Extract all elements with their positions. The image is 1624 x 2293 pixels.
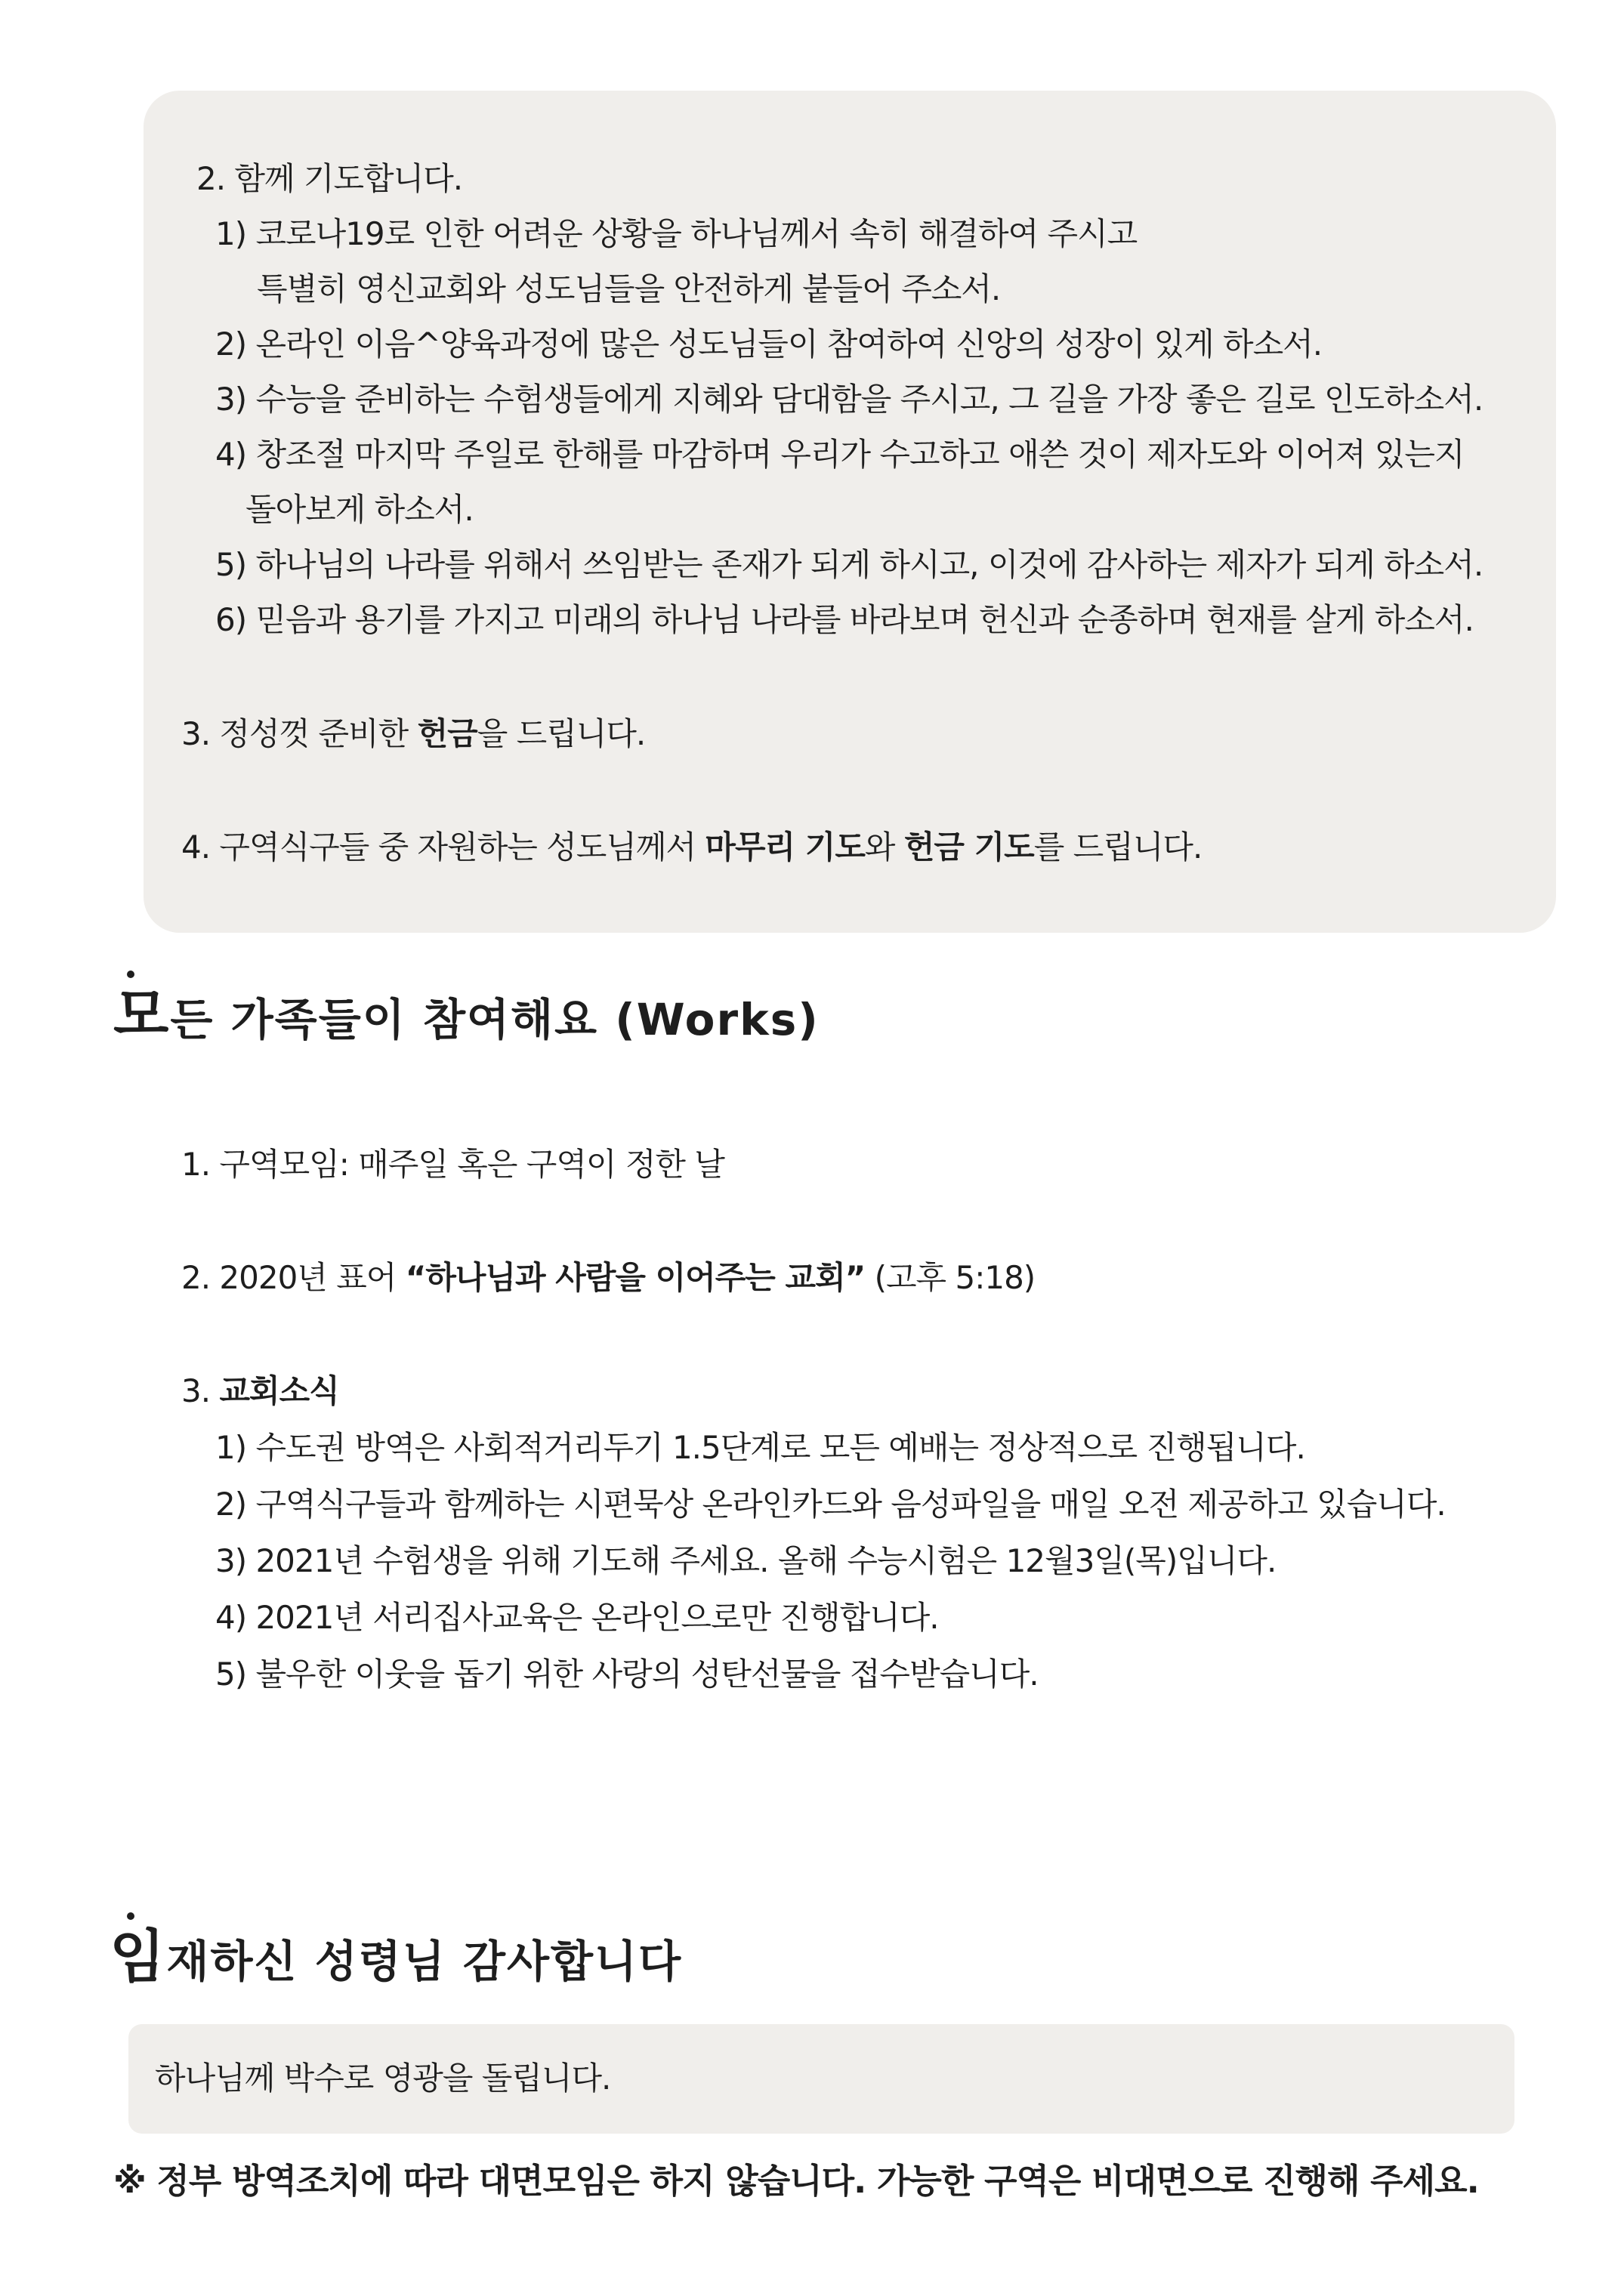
closing-bold-2: 헌금 기도 (903, 829, 1034, 866)
closing-prefix: 4. 구역식구들 중 자원하는 성도님께서 (181, 829, 705, 866)
closing-suffix: 를 드립니다. (1033, 829, 1203, 866)
news-item: 3) 2021년 수험생을 위해 기도해 주세요. 올해 수능시험은 12월3일(목)입니다. (215, 1542, 1277, 1579)
news-prefix: 3. (181, 1372, 220, 1409)
prayer-item: 5) 하나님의 나라를 위해서 쓰임받는 존재가 되게 하시고, 이것에 감사하는 제자가 되게 하소서. (215, 546, 1484, 583)
offering-prefix: 3. 정성껏 준비한 (181, 715, 418, 752)
motto-prefix: 2. 2020년 표어 (181, 1259, 406, 1296)
offering-bold: 헌금 (417, 715, 477, 752)
closing-bold-1: 마무리 기도 (705, 829, 865, 866)
works-heading (113, 981, 820, 1048)
prayer-box (144, 91, 1556, 933)
news-item: 1) 수도권 방역은 사회적거리두기 1.5단계로 모든 예배는 정상적으로 진행됩니다. (215, 1429, 1305, 1466)
motto-suffix: (고후 5:18) (865, 1259, 1036, 1296)
news-item: 5) 불우한 이웃을 돕기 위한 사랑의 성탄선물을 접수받습니다. (215, 1656, 1039, 1693)
works-item-2 (181, 1258, 1035, 1298)
motto-bold: “하나님과 사람을 이어주는 교회” (405, 1259, 866, 1296)
works-item-1: 1. 구역모임: 매주일 혹은 구역이 정한 날 (181, 1146, 724, 1183)
news-title: 교회소식 (219, 1372, 339, 1409)
prayer-item: 4) 창조절 마지막 주일로 한해를 마감하며 우리가 수고하고 애쓴 것이 제자도와 이어져 있는지 (215, 436, 1465, 473)
prayer-item: 1) 코로나19로 인한 어려운 상황을 하나님께서 속히 해결하여 주시고 (215, 215, 1138, 252)
prayer-item: 돌아보게 하소서. (245, 491, 474, 528)
works-heading-initial: 모 (113, 981, 171, 1048)
heading-dot (127, 971, 134, 978)
works-item-3 (181, 1371, 339, 1412)
spirit-heading-initial: 임 (110, 1923, 167, 1990)
footer-note: ※ 정부 방역조치에 따라 대면모임은 하지 않습니다. 가능한 구역은 비대면으로 진행해 주세요. (113, 2161, 1479, 2201)
spirit-text: 하나님께 박수로 영광을 돌립니다. (155, 2060, 611, 2097)
news-item: 4) 2021년 서리집사교육은 온라인으로만 진행합니다. (215, 1599, 939, 1636)
closing-mid: 와 (864, 829, 904, 866)
works-heading-rest: 든 가족들이 참여해요 (Works) (170, 994, 820, 1045)
prayer-item: 특별히 영신교회와 성도님들을 안전하게 붙들어 주소서. (257, 270, 1001, 307)
spirit-heading (110, 1923, 683, 1990)
news-item: 2) 구역식구들과 함께하는 시편묵상 온라인카드와 음성파일을 매일 오전 제공하고 있습니다. (215, 1486, 1446, 1523)
prayer-item: 2) 온라인 이음^양육과정에 많은 성도님들이 참여하여 신앙의 성장이 있게 하소서. (215, 326, 1323, 363)
prayer-title: 2. 함께 기도합니다. (196, 160, 463, 197)
prayer-item: 6) 믿음과 용기를 가지고 미래의 하나님 나라를 바라보며 헌신과 순종하며 현재를 살게 하소서. (215, 601, 1474, 638)
offering-line (181, 714, 645, 755)
closing-prayer-line (181, 827, 1202, 868)
spirit-box (128, 2024, 1514, 2134)
prayer-item: 3) 수능을 준비하는 수험생들에게 지혜와 담대함을 주시고, 그 길을 가장 좋은 길로 인도하소서. (215, 381, 1484, 418)
offering-suffix: 을 드립니다. (477, 715, 646, 752)
spirit-heading-rest: 재하신 성령님 감사합니다 (166, 1936, 683, 1987)
heading-dot (127, 1912, 134, 1920)
